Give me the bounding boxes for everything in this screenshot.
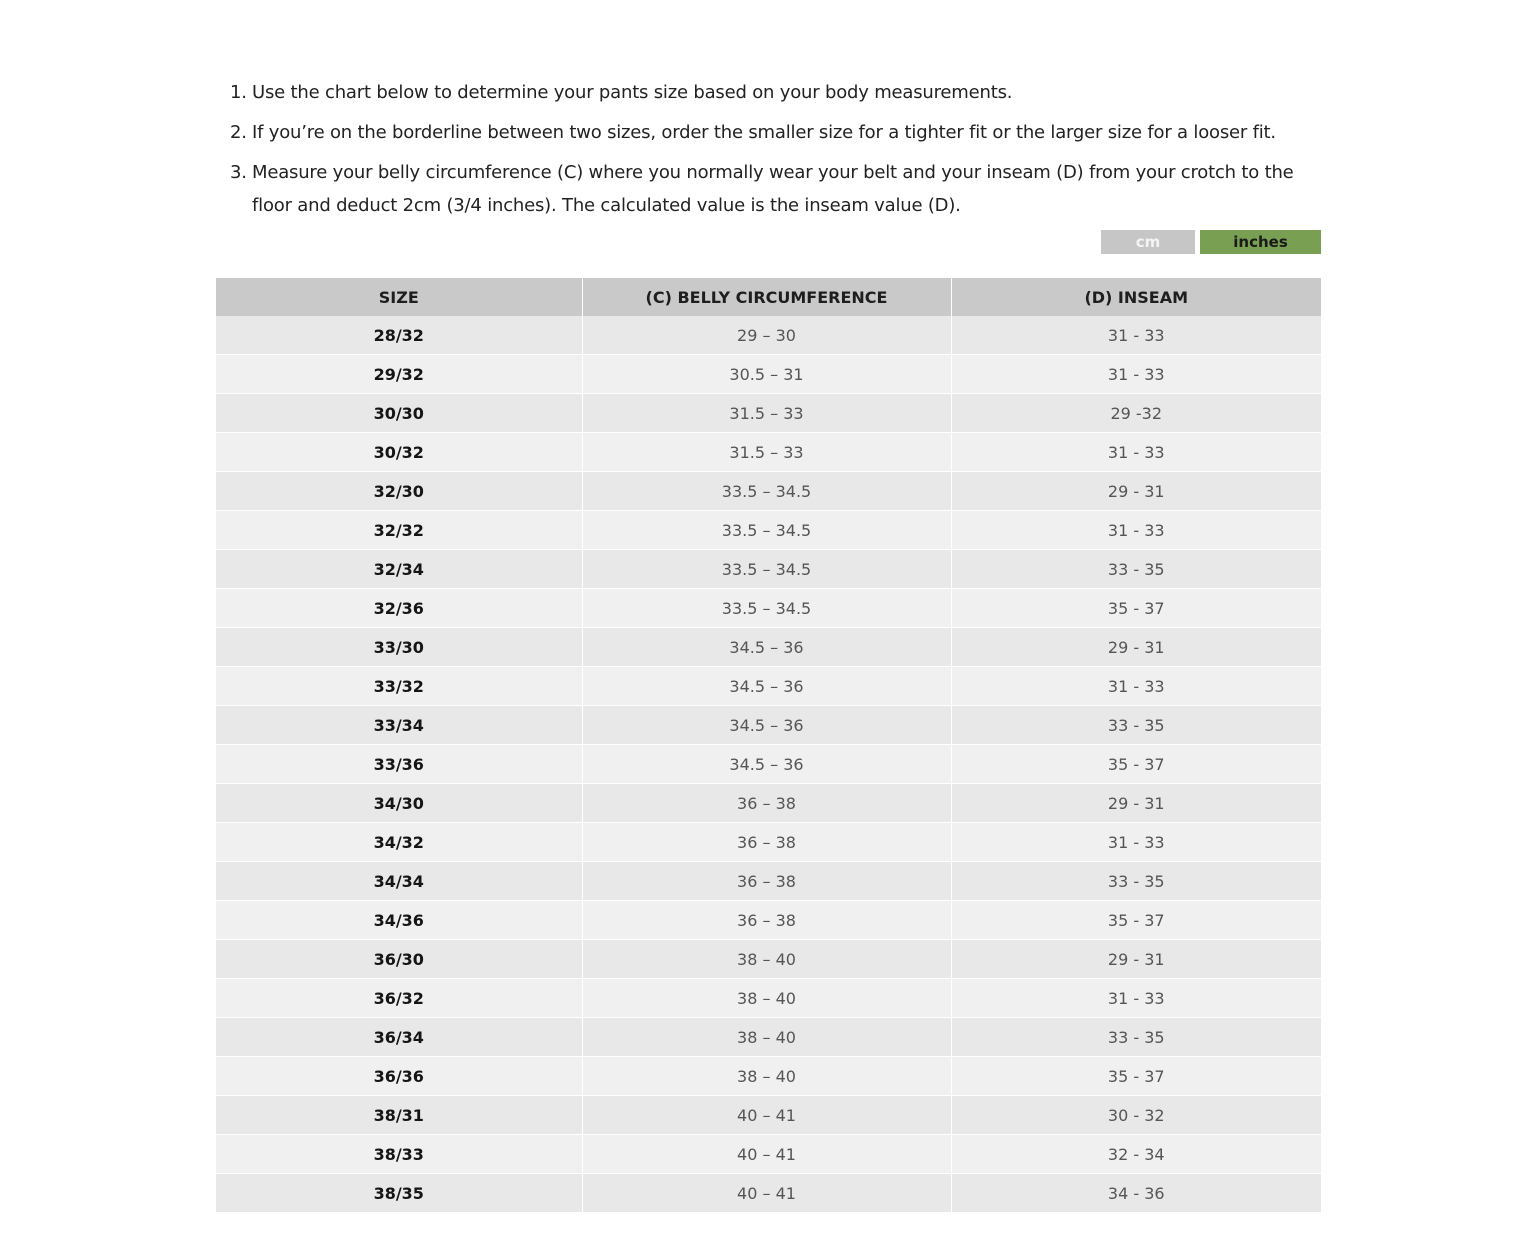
table-header-row [216,278,1321,316]
size-cell: 36/36 [216,1057,582,1096]
inseam-cell: 33 - 35 [951,550,1321,589]
belly-cell: 34.5 – 36 [582,745,951,784]
header-inseam: (D) INSEAM [951,278,1321,316]
unit-inches-button[interactable]: inches [1200,230,1321,254]
table-body [216,316,1321,1213]
table-row [216,940,1321,979]
instruction-text: If you’re on the borderline between two sizes, order the smaller size for a tighter fit or the larger size for a looser fit. [252,122,1276,143]
instruction-item [230,156,1320,222]
table-row [216,628,1321,667]
table-row [216,1057,1321,1096]
table-row [216,667,1321,706]
inseam-cell: 31 - 33 [951,823,1321,862]
inseam-cell: 29 - 31 [951,784,1321,823]
size-cell: 29/32 [216,355,582,394]
size-cell: 32/32 [216,511,582,550]
table-row [216,355,1321,394]
table-row [216,1174,1321,1213]
inseam-cell: 34 - 36 [951,1174,1321,1213]
table-row [216,979,1321,1018]
table-row [216,550,1321,589]
unit-cm-button[interactable]: cm [1101,230,1195,254]
table-row [216,1018,1321,1057]
inseam-cell: 31 - 33 [951,511,1321,550]
inseam-cell: 31 - 33 [951,355,1321,394]
size-cell: 32/34 [216,550,582,589]
belly-cell: 36 – 38 [582,901,951,940]
size-cell: 36/34 [216,1018,582,1057]
instruction-number: 1. [230,82,247,103]
belly-cell: 31.5 – 33 [582,433,951,472]
table-row [216,862,1321,901]
size-cell: 32/30 [216,472,582,511]
instruction-text: Measure your belly circumference (C) where you normally wear your belt and your inseam (D) from your crotch to the floor and deduct 2cm (3/4 inches). The calculated value is the inseam value (D). [252,162,1294,216]
size-cell: 36/30 [216,940,582,979]
inseam-cell: 29 - 31 [951,940,1321,979]
table-row [216,394,1321,433]
belly-cell: 40 – 41 [582,1096,951,1135]
table-row [216,706,1321,745]
inseam-cell: 35 - 37 [951,589,1321,628]
belly-cell: 29 – 30 [582,316,951,355]
instruction-number: 2. [230,122,247,143]
table-row [216,823,1321,862]
instruction-item [230,116,1320,149]
size-cell: 30/32 [216,433,582,472]
size-cell: 34/34 [216,862,582,901]
inseam-cell: 35 - 37 [951,745,1321,784]
belly-cell: 40 – 41 [582,1135,951,1174]
size-cell: 33/34 [216,706,582,745]
belly-cell: 31.5 – 33 [582,394,951,433]
inseam-cell: 33 - 35 [951,706,1321,745]
inseam-cell: 29 - 31 [951,472,1321,511]
table-row [216,511,1321,550]
header-size: SIZE [216,278,582,316]
table-row [216,901,1321,940]
inseam-cell: 31 - 33 [951,979,1321,1018]
belly-cell: 38 – 40 [582,940,951,979]
size-cell: 30/30 [216,394,582,433]
inseam-cell: 31 - 33 [951,667,1321,706]
belly-cell: 33.5 – 34.5 [582,472,951,511]
size-cell: 28/32 [216,316,582,355]
belly-cell: 36 – 38 [582,823,951,862]
table-row [216,745,1321,784]
size-cell: 38/35 [216,1174,582,1213]
inseam-cell: 30 - 32 [951,1096,1321,1135]
inseam-cell: 35 - 37 [951,901,1321,940]
size-cell: 38/33 [216,1135,582,1174]
size-cell: 32/36 [216,589,582,628]
inseam-cell: 33 - 35 [951,862,1321,901]
table-row [216,433,1321,472]
instruction-item [230,76,1320,109]
inseam-cell: 31 - 33 [951,316,1321,355]
instruction-text: Use the chart below to determine your pants size based on your body measurements. [252,82,1013,103]
table-row [216,589,1321,628]
table-row [216,1135,1321,1174]
size-cell: 36/32 [216,979,582,1018]
table-row [216,472,1321,511]
size-cell: 33/30 [216,628,582,667]
table-row [216,784,1321,823]
belly-cell: 36 – 38 [582,862,951,901]
size-cell: 34/30 [216,784,582,823]
belly-cell: 36 – 38 [582,784,951,823]
size-cell: 33/36 [216,745,582,784]
belly-cell: 34.5 – 36 [582,667,951,706]
belly-cell: 33.5 – 34.5 [582,511,951,550]
table-row [216,1096,1321,1135]
belly-cell: 38 – 40 [582,1057,951,1096]
size-cell: 34/36 [216,901,582,940]
table-row [216,316,1321,355]
belly-cell: 38 – 40 [582,979,951,1018]
belly-cell: 33.5 – 34.5 [582,589,951,628]
inseam-cell: 31 - 33 [951,433,1321,472]
instruction-number: 3. [230,162,247,183]
inseam-cell: 32 - 34 [951,1135,1321,1174]
size-cell: 38/31 [216,1096,582,1135]
belly-cell: 30.5 – 31 [582,355,951,394]
inseam-cell: 29 - 31 [951,628,1321,667]
inseam-cell: 35 - 37 [951,1057,1321,1096]
belly-cell: 40 – 41 [582,1174,951,1213]
unit-toggle [1101,230,1321,254]
inseam-cell: 29 -32 [951,394,1321,433]
belly-cell: 34.5 – 36 [582,628,951,667]
size-cell: 34/32 [216,823,582,862]
inseam-cell: 33 - 35 [951,1018,1321,1057]
size-cell: 33/32 [216,667,582,706]
instructions-list [230,76,1320,222]
belly-cell: 33.5 – 34.5 [582,550,951,589]
size-chart-table [216,278,1321,1213]
belly-cell: 34.5 – 36 [582,706,951,745]
header-belly-circumference: (C) BELLY CIRCUMFERENCE [582,278,951,316]
belly-cell: 38 – 40 [582,1018,951,1057]
